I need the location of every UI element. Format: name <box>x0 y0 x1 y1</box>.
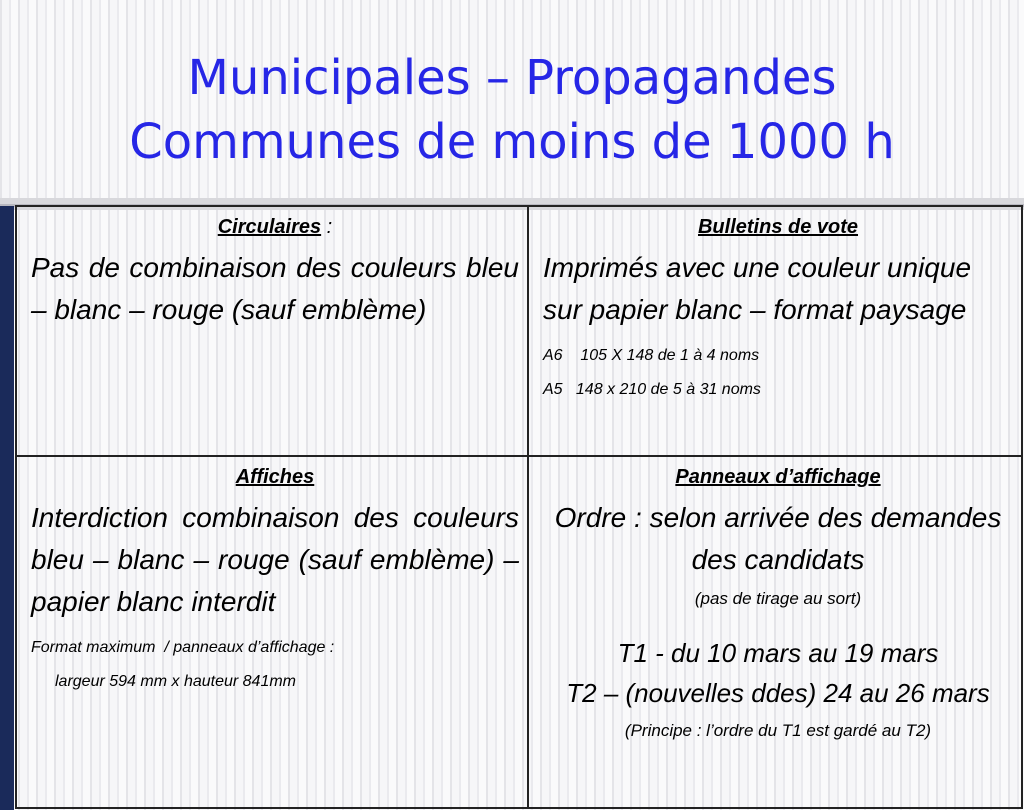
slide-title <box>0 46 1024 174</box>
panneaux-header <box>543 465 1013 489</box>
bulletins-text: Imprimés avec une couleur unique sur papier blanc – format paysage <box>543 252 972 325</box>
bulletins-header <box>543 215 1013 239</box>
affiches-header-label: Affiches <box>235 466 315 488</box>
affiches-text: Interdiction combinaison des couleurs bleu – blanc – rouge (sauf emblème) – papier blanc interdit <box>31 502 519 617</box>
circulaires-header-colon: : <box>321 216 333 238</box>
cell-panneaux <box>528 456 1022 808</box>
affiches-format-line-1: Format maximum / panneaux d’affichage : <box>31 639 335 656</box>
bulletins-format-a6: A6 105 X 148 de 1 à 4 noms <box>543 347 760 364</box>
panneaux-principle: (Principe : l’ordre du T1 est gardé au T2) <box>624 721 932 740</box>
cell-affiches <box>16 456 528 808</box>
title-line-2: Communes de moins de 1000 h <box>129 114 895 170</box>
table-row <box>16 456 1022 808</box>
bulletins-header-label: Bulletins de vote <box>697 216 859 238</box>
circulaires-header <box>31 215 519 239</box>
propaganda-table <box>15 205 1023 809</box>
panneaux-tour-1: T1 - du 10 mars au 19 mars <box>617 638 939 668</box>
circulaires-text: Pas de combinaison des couleurs bleu – blanc – rouge (sauf emblème) <box>31 252 519 325</box>
affiches-header <box>31 465 519 489</box>
left-accent-bar <box>0 206 14 810</box>
panneaux-text: Ordre : selon arrivée des demandes des candidats <box>554 502 1002 575</box>
bulletins-format-a5: A5 148 x 210 de 5 à 31 noms <box>543 381 761 398</box>
cell-bulletins <box>528 206 1022 456</box>
panneaux-tour-2: T2 – (nouvelles ddes) 24 au 26 mars <box>566 678 990 708</box>
cell-circulaires <box>16 206 528 456</box>
table-row <box>16 206 1022 456</box>
circulaires-header-label: Circulaires <box>217 216 322 238</box>
panneaux-header-label: Panneaux d’affichage <box>675 466 881 488</box>
panneaux-note: (pas de tirage au sort) <box>694 589 862 608</box>
affiches-format-line-2: largeur 594 mm x hauteur 841mm <box>55 673 296 690</box>
title-line-1: Municipales – Propagandes <box>187 50 837 106</box>
